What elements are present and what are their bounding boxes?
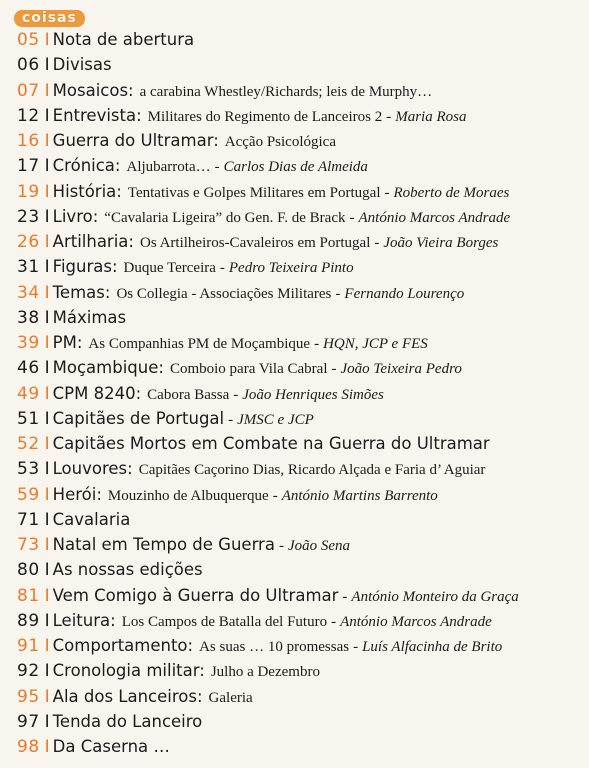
section-title: História:: [52, 181, 122, 201]
article-description: Aljubarrota…: [126, 159, 211, 176]
section-title: Moçambique:: [52, 358, 164, 378]
section-title: Guerra do Ultramar:: [52, 131, 219, 150]
article-author: Luís Alfacinha de Brito: [362, 639, 503, 655]
section-title: PM:: [52, 333, 83, 352]
page-number: 91: [17, 636, 40, 656]
author-dash: -: [272, 487, 278, 504]
section-title: Máximas: [52, 307, 127, 327]
section-title: Crónica:: [52, 156, 121, 176]
page-number: 12: [17, 105, 40, 126]
article-description: Acção Psicológica: [224, 134, 336, 150]
page-number: 59: [17, 484, 40, 505]
article-author: JMSC e JCP: [237, 411, 314, 428]
author-dash: -: [374, 235, 380, 251]
toc-entry[interactable]: [17, 583, 581, 608]
article-description: Tentativas e Golpes Militares em Portugal: [127, 184, 381, 201]
page-number: 92: [17, 661, 40, 682]
article-author: João Henriques Simões: [242, 386, 384, 403]
article-author: João Vieira Borges: [383, 235, 499, 251]
toc-entry[interactable]: [17, 128, 581, 153]
article-description: Galeria: [208, 689, 253, 706]
section-title: Artilharia:: [52, 232, 134, 251]
separator-bar: I: [44, 105, 50, 126]
section-tag: coisas: [14, 10, 85, 27]
page-number: 95: [17, 686, 40, 707]
toc-entry[interactable]: [17, 204, 581, 229]
separator-bar: I: [44, 560, 50, 581]
toc-entry[interactable]: [17, 229, 581, 254]
toc-entry[interactable]: [17, 507, 581, 532]
page-number: 06: [17, 55, 40, 76]
separator-bar: I: [44, 585, 50, 606]
article-author: Roberto de Moraes: [393, 184, 510, 201]
toc-entry[interactable]: [17, 734, 581, 759]
section-title: Leitura:: [52, 610, 116, 630]
separator-bar: I: [44, 333, 50, 353]
section-title: Mosaicos:: [52, 80, 134, 100]
toc-entry[interactable]: [17, 103, 581, 128]
toc-entry[interactable]: [17, 52, 581, 77]
page-number: 46: [17, 358, 40, 379]
author-dash: -: [219, 260, 225, 277]
section-title: As nossas edições: [52, 560, 203, 580]
toc-entry[interactable]: [17, 330, 581, 355]
separator-bar: I: [44, 307, 50, 328]
article-author: António Marcos Andrade: [358, 209, 511, 226]
article-description: “Cavalaria Ligeira” do Gen. F. de Brack: [104, 209, 346, 226]
toc-entry[interactable]: [17, 557, 581, 582]
article-author: HQN, JCP e FES: [323, 336, 428, 352]
page-number: 52: [17, 434, 40, 454]
page-number: 71: [17, 509, 40, 530]
section-title: Nota de abertura: [52, 30, 195, 49]
author-dash: -: [228, 411, 234, 428]
author-dash: -: [384, 184, 390, 201]
section-title: Temas:: [52, 282, 111, 302]
section-title: Comportamento:: [52, 636, 194, 655]
page-number: 89: [17, 610, 40, 631]
page-number: 05: [17, 30, 40, 50]
separator-bar: I: [44, 206, 50, 227]
toc-entry[interactable]: [17, 684, 581, 709]
separator-bar: I: [44, 484, 50, 505]
toc-entry[interactable]: [17, 608, 581, 633]
article-author: João Sena: [287, 538, 351, 554]
article-author: Carlos Dias de Almeida: [223, 159, 368, 176]
toc-entry[interactable]: [17, 280, 581, 305]
table-of-contents: [17, 27, 581, 759]
separator-bar: I: [44, 80, 50, 101]
separator-bar: I: [44, 156, 50, 177]
article-description: Comboio para Vila Cabral: [169, 361, 328, 378]
separator-bar: I: [44, 711, 50, 732]
article-description: Julho a Dezembro: [210, 664, 320, 681]
toc-entry[interactable]: [17, 709, 581, 734]
section-title: Figuras:: [52, 257, 118, 277]
page-number: 98: [17, 737, 40, 757]
separator-bar: I: [44, 686, 50, 707]
toc-entry[interactable]: [17, 179, 581, 204]
page-number: 31: [17, 257, 40, 278]
article-description: Capitães Caçorino Dias, Ricardo Alçada e Faria d’ Aguiar: [138, 462, 486, 479]
page-number: 19: [17, 181, 40, 202]
section-title: Entrevista:: [52, 105, 142, 125]
article-description: Mouzinho de Albuquerque: [107, 487, 269, 504]
article-author: João Teixeira Pedro: [340, 361, 462, 378]
article-description: Cabora Bassa: [147, 386, 230, 403]
section-title: Capitães de Portugal: [52, 408, 225, 428]
toc-entry[interactable]: [17, 27, 581, 52]
section-title: Da Caserna …: [52, 737, 170, 756]
separator-bar: I: [44, 737, 50, 757]
article-author: Pedro Teixeira Pinto: [228, 260, 354, 277]
page-number: 97: [17, 711, 40, 732]
section-title: Livro:: [52, 206, 99, 226]
separator-bar: I: [44, 535, 50, 555]
page-number: 23: [17, 206, 40, 227]
author-dash: -: [342, 588, 348, 605]
article-author: António Marcos Andrade: [340, 613, 492, 630]
toc-entry[interactable]: [17, 78, 581, 103]
separator-bar: I: [44, 55, 50, 76]
toc-entry[interactable]: [17, 381, 581, 406]
article-description: As suas … 10 promessas: [199, 639, 350, 655]
article-description: Los Campos de Batalla del Futuro: [121, 613, 328, 630]
separator-bar: I: [44, 636, 50, 656]
toc-entry[interactable]: [17, 355, 581, 380]
author-dash: -: [349, 209, 355, 226]
separator-bar: I: [44, 232, 50, 252]
page-number: 73: [17, 535, 40, 555]
article-description: Duque Terceira: [123, 260, 216, 277]
separator-bar: I: [44, 661, 50, 682]
toc-entry[interactable]: [17, 431, 581, 456]
article-description: Os Collegia - Associações Militares: [116, 285, 332, 302]
toc-entry[interactable]: [17, 532, 581, 557]
author-dash: -: [331, 613, 337, 630]
author-dash: -: [278, 538, 284, 554]
article-description: As Companhias PM de Moçambique: [88, 336, 311, 352]
page-number: 38: [17, 307, 40, 328]
article-description: a carabina Whestley/Richards; leis de Murphy…: [139, 83, 433, 100]
section-title: CPM 8240:: [52, 383, 142, 403]
toc-entry[interactable]: [17, 153, 581, 178]
separator-bar: I: [44, 509, 50, 530]
page-number: 34: [17, 282, 40, 303]
section-title: Cavalaria: [52, 509, 131, 529]
article-author: Fernando Lourenço: [344, 285, 465, 302]
author-dash: -: [386, 108, 392, 125]
toc-entry[interactable]: [17, 482, 581, 507]
toc-entry[interactable]: [17, 406, 581, 431]
toc-entry[interactable]: [17, 305, 581, 330]
page-number: 80: [17, 560, 40, 581]
separator-bar: I: [44, 459, 50, 480]
article-author: António Martins Barrento: [281, 487, 438, 504]
separator-bar: I: [44, 282, 50, 303]
section-title: Divisas: [52, 55, 112, 75]
page-number: 51: [17, 408, 40, 429]
separator-bar: I: [44, 30, 50, 50]
page-number: 49: [17, 383, 40, 404]
author-dash: -: [314, 336, 320, 352]
article-author: António Monteiro da Graça: [351, 588, 519, 605]
page-number: 53: [17, 459, 40, 480]
separator-bar: I: [44, 434, 50, 454]
author-dash: -: [233, 386, 239, 403]
page-number: 81: [17, 585, 40, 606]
separator-bar: I: [44, 383, 50, 404]
article-description: Militares do Regimento de Lanceiros 2: [147, 108, 383, 125]
section-title: Capitães Mortos em Combate na Guerra do Ultramar: [52, 434, 490, 453]
separator-bar: I: [44, 610, 50, 631]
section-title: Tenda do Lanceiro: [52, 711, 203, 731]
article-author: Maria Rosa: [395, 108, 467, 125]
separator-bar: I: [44, 257, 50, 278]
section-title: Cronologia militar:: [52, 661, 205, 681]
page-number: 26: [17, 232, 40, 252]
page-number: 16: [17, 131, 40, 151]
author-dash: -: [353, 639, 359, 655]
author-dash: -: [335, 285, 341, 302]
separator-bar: I: [44, 358, 50, 379]
toc-entry[interactable]: [17, 658, 581, 683]
author-dash: -: [214, 159, 220, 176]
toc-entry[interactable]: [17, 633, 581, 658]
toc-entry[interactable]: [17, 254, 581, 279]
section-title: Natal em Tempo de Guerra: [52, 535, 275, 554]
separator-bar: I: [44, 181, 50, 202]
page-number: 39: [17, 333, 40, 353]
article-description: Os Artilheiros-Cavaleiros em Portugal: [139, 235, 371, 251]
separator-bar: I: [44, 408, 50, 429]
section-title: Vem Comigo à Guerra do Ultramar: [52, 585, 339, 605]
section-title: Ala dos Lanceiros:: [52, 686, 203, 706]
separator-bar: I: [44, 131, 50, 151]
author-dash: -: [331, 361, 337, 378]
page-number: 17: [17, 156, 40, 177]
section-title: Herói:: [52, 484, 102, 504]
section-title: Louvores:: [52, 459, 133, 479]
page-number: 07: [17, 80, 40, 101]
toc-entry[interactable]: [17, 456, 581, 481]
